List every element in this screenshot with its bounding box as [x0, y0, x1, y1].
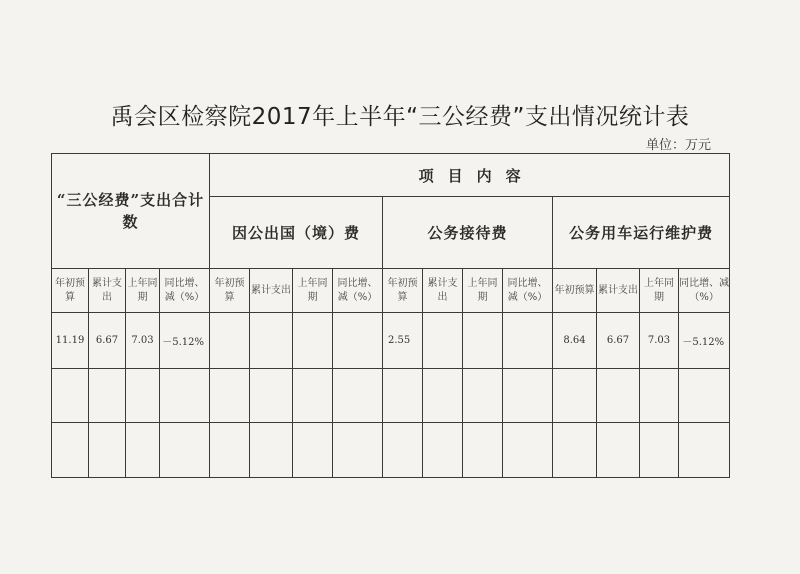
table-cell [293, 423, 333, 478]
table-cell [160, 369, 210, 423]
table-cell [293, 369, 333, 423]
table-cell [250, 369, 293, 423]
table-cell [250, 313, 293, 369]
table-cell: 7.03 [126, 313, 160, 369]
table-row [52, 423, 730, 478]
sub-header-same-period-last-year: 上年同期 [293, 269, 333, 313]
sub-header-yoy-change: 同比增、减（%） [503, 269, 553, 313]
table-cell [640, 423, 679, 478]
table-cell [640, 369, 679, 423]
table-cell: 6.67 [89, 313, 126, 369]
table-cell [333, 369, 383, 423]
table-cell [679, 423, 730, 478]
table-cell [503, 423, 553, 478]
table-cell [463, 423, 503, 478]
table-cell: 8.64 [553, 313, 597, 369]
table-cell: 7.03 [640, 313, 679, 369]
sub-header-yoy-change: 同比增、减（%） [679, 269, 730, 313]
sub-header-cumulative-expenditure: 累计支出 [423, 269, 463, 313]
table-cell [503, 369, 553, 423]
table-cell [553, 423, 597, 478]
sub-header-annual-budget: 年初预算 [210, 269, 250, 313]
sub-header-same-period-last-year: 上年同期 [640, 269, 679, 313]
table-cell [160, 423, 210, 478]
table-cell [463, 313, 503, 369]
table-cell [89, 423, 126, 478]
table-cell: －5.12% [679, 313, 730, 369]
table-row [52, 313, 730, 369]
table-cell [333, 423, 383, 478]
statistics-table [51, 153, 730, 478]
table-cell [250, 423, 293, 478]
table-cell [423, 369, 463, 423]
table-cell: 2.55 [383, 313, 423, 369]
sub-header-yoy-change: 同比增、减（%） [333, 269, 383, 313]
table-cell [293, 313, 333, 369]
table-cell [423, 313, 463, 369]
sub-header-cumulative-expenditure: 累计支出 [250, 269, 293, 313]
table-cell [126, 423, 160, 478]
table-cell [383, 423, 423, 478]
sub-header-cumulative-expenditure: 累计支出 [89, 269, 126, 313]
sub-header-annual-budget: 年初预算 [383, 269, 423, 313]
table-cell [597, 369, 640, 423]
total-header: “三公经费”支出合计数 [52, 154, 210, 269]
table-cell [423, 423, 463, 478]
table-cell [210, 423, 250, 478]
sub-header-same-period-last-year: 上年同期 [463, 269, 503, 313]
table-cell [89, 369, 126, 423]
table-cell: 11.19 [52, 313, 89, 369]
category-header-official-vehicle: 公务用车运行维护费 [553, 197, 730, 269]
table-cell [52, 369, 89, 423]
table-row [52, 369, 730, 423]
table-cell [679, 369, 730, 423]
table-cell [126, 369, 160, 423]
table-cell [333, 313, 383, 369]
category-header-official-reception: 公务接待费 [383, 197, 553, 269]
table-cell [210, 313, 250, 369]
sub-header-annual-budget: 年初预算 [52, 269, 89, 313]
unit-label: 单位：万元 [646, 138, 712, 153]
table-cell: －5.12% [160, 313, 210, 369]
table-cell: 6.67 [597, 313, 640, 369]
document-title: 禹会区检察院2017年上半年“三公经费”支出情况统计表 [110, 104, 690, 130]
table-cell [553, 369, 597, 423]
sub-header-same-period-last-year: 上年同期 [126, 269, 160, 313]
table-cell [52, 423, 89, 478]
sub-header-cumulative-expenditure: 累计支出 [597, 269, 640, 313]
table-cell [597, 423, 640, 478]
sub-header-annual-budget: 年初预算 [553, 269, 597, 313]
table-cell [383, 369, 423, 423]
table-cell [210, 369, 250, 423]
table-cell [503, 313, 553, 369]
project-content-header: 项目内容 [210, 154, 730, 197]
sub-header-yoy-change: 同比增、减（%） [160, 269, 210, 313]
category-header-overseas-travel: 因公出国（境）费 [210, 197, 383, 269]
table-cell [463, 369, 503, 423]
